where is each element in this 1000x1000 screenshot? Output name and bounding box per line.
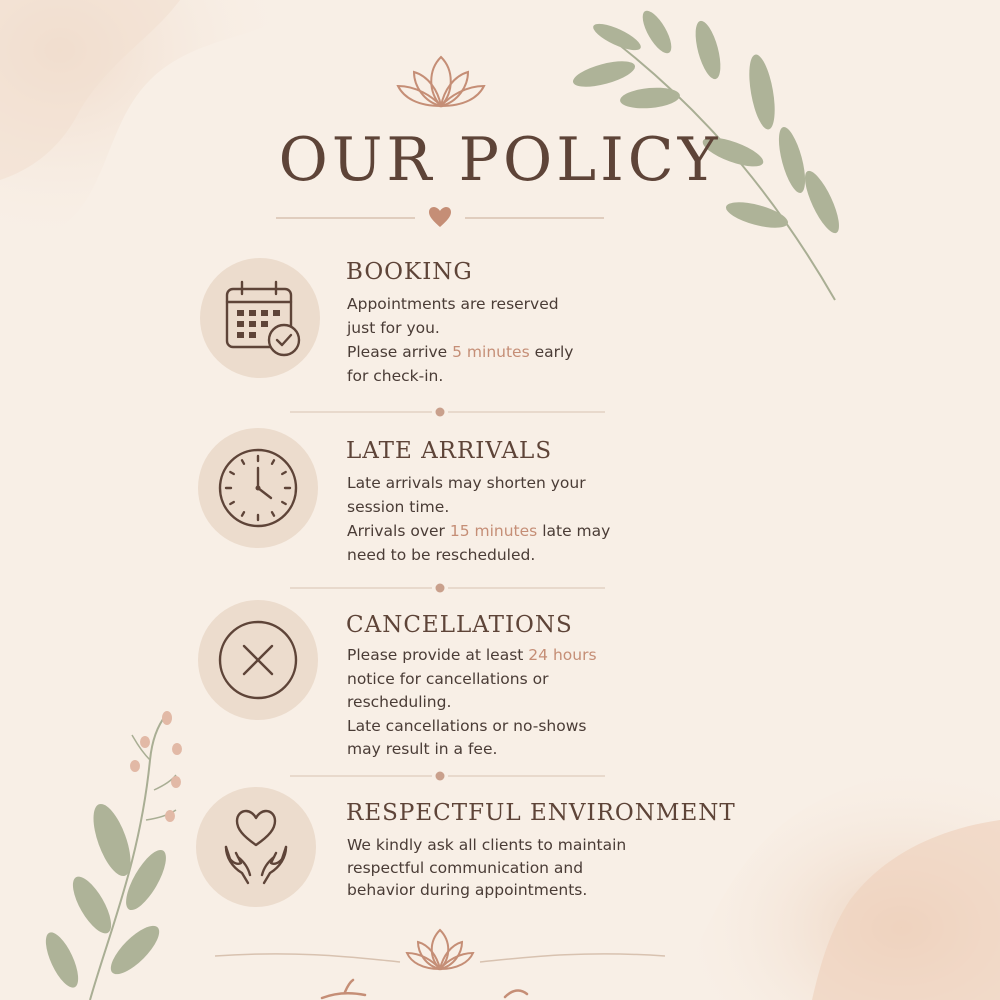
booking-title: BOOKING xyxy=(346,259,473,285)
respectful-title: RESPECTFUL ENVIRONMENT xyxy=(346,800,736,826)
cancellations-title: CANCELLATIONS xyxy=(346,612,573,638)
cancellations-line-5: may result in a fee. xyxy=(347,740,498,758)
cancellations-icon-circle xyxy=(198,600,318,720)
late-arrivals-title: LATE ARRIVALS xyxy=(346,438,553,464)
watercolor-wash-bottom-right xyxy=(672,760,1000,1000)
cancellations-line-3: rescheduling. xyxy=(347,693,452,711)
booking-line-4: for check-in. xyxy=(347,367,444,385)
late-arrivals-line-2: session time. xyxy=(347,498,450,516)
late-arrivals-icon-circle xyxy=(198,428,318,548)
booking-line-2: just for you. xyxy=(347,319,440,337)
booking-text xyxy=(347,292,574,388)
heart-hands-icon xyxy=(196,787,316,907)
title-divider xyxy=(276,207,604,227)
bottom-lotus-divider xyxy=(215,930,665,969)
late-arrivals-line-3: Arrivals over 15 minutes late may xyxy=(347,522,611,540)
script-flourish xyxy=(322,980,527,998)
booking-icon-circle xyxy=(200,258,320,378)
cancellations-line-2: notice for cancellations or xyxy=(347,669,549,688)
calendar-check-icon xyxy=(200,258,320,378)
booking-highlight: 5 minutes xyxy=(452,343,530,361)
heart-icon xyxy=(429,207,451,227)
respectful-line-3: behavior during appointments. xyxy=(347,881,588,899)
respectful-line-2: respectful communication and xyxy=(347,858,584,877)
booking-line-3: Please arrive 5 minutes early xyxy=(347,343,574,361)
respectful-icon-circle xyxy=(196,787,316,907)
cancellations-line-4: Late cancellations or no-shows xyxy=(347,716,587,735)
respectful-line-1: We kindly ask all clients to maintain xyxy=(347,836,627,854)
cancellations-text xyxy=(347,644,597,762)
clock-icon xyxy=(198,428,318,548)
lotus-icon xyxy=(398,57,484,106)
cancellations-highlight: 24 hours xyxy=(528,646,597,664)
late-arrivals-line-1: Late arrivals may shorten your xyxy=(347,474,586,492)
respectful-text xyxy=(347,834,626,902)
cancellations-line-1: Please provide at least 24 hours xyxy=(347,646,597,664)
x-circle-icon xyxy=(198,600,318,720)
late-arrivals-line-4: need to be rescheduled. xyxy=(347,546,536,564)
late-arrivals-text xyxy=(347,471,610,567)
late-arrivals-highlight: 15 minutes xyxy=(449,522,538,540)
booking-line-1: Appointments are reserved xyxy=(347,295,559,313)
page-title: OUR POLICY xyxy=(278,125,722,195)
berry-branch-icon xyxy=(39,711,182,1000)
